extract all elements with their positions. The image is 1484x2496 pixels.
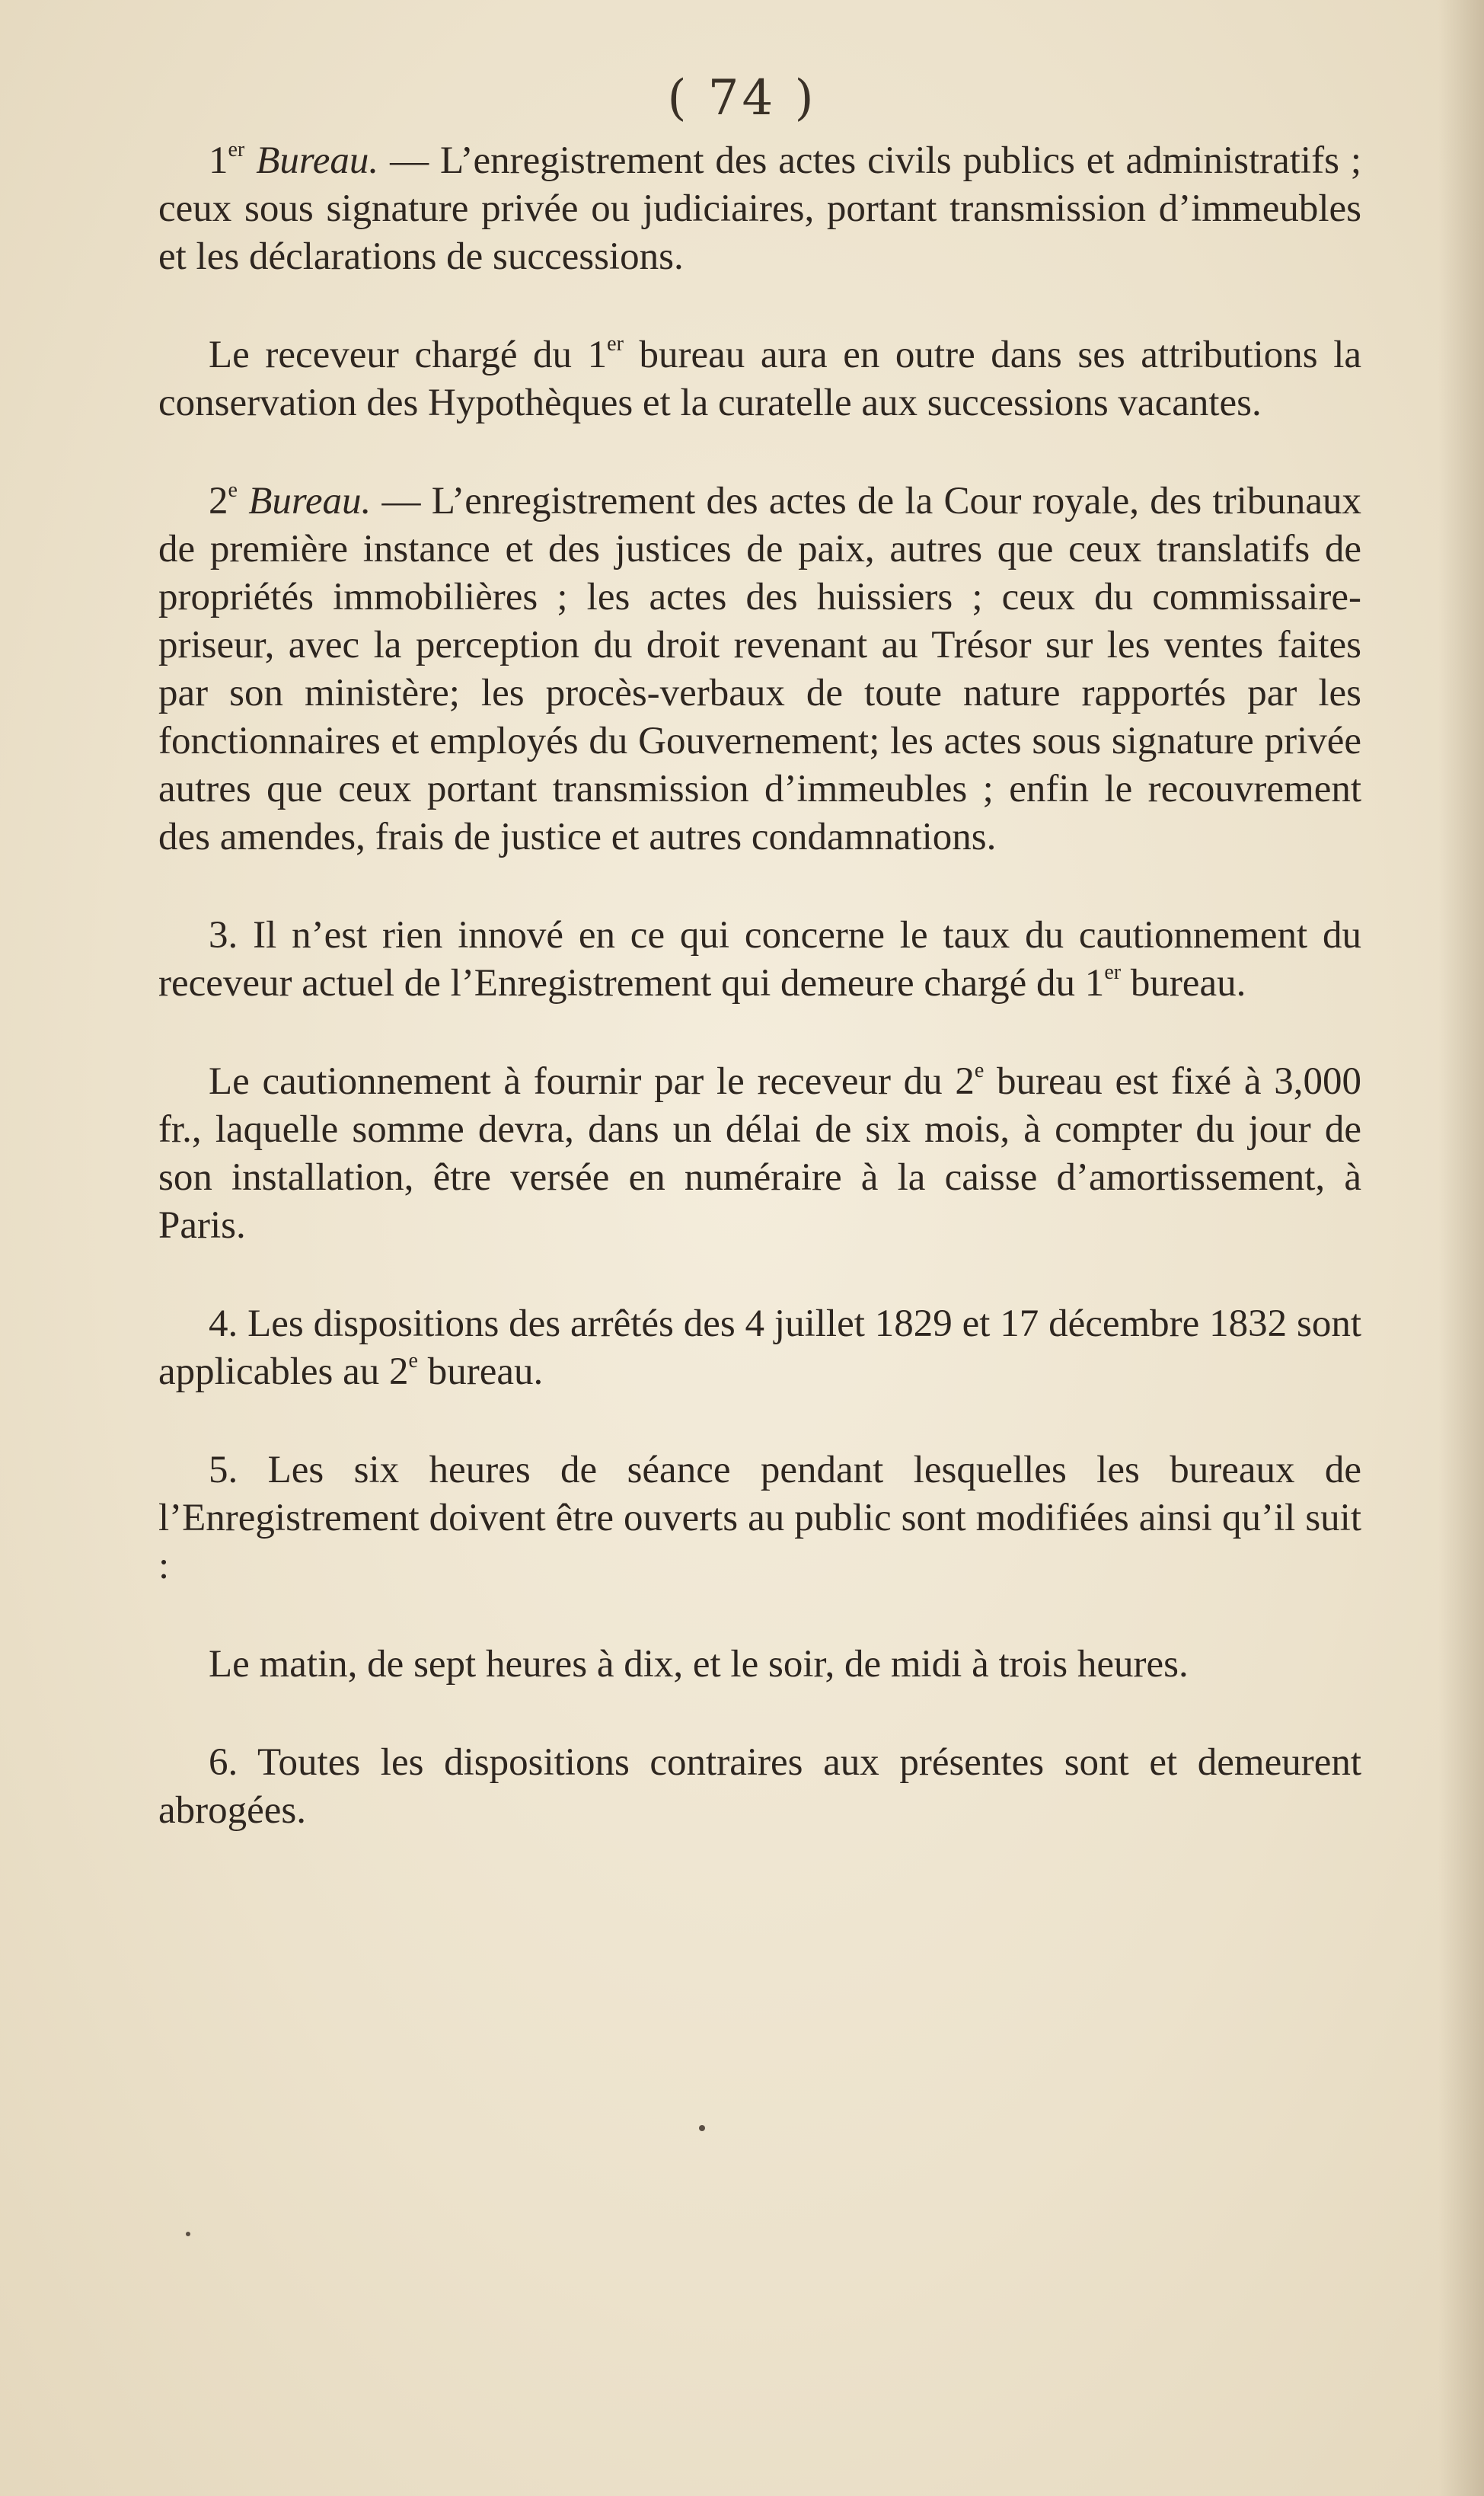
text-run: Le receveur chargé du 1 [209, 334, 608, 376]
text-run: 1 [209, 139, 228, 182]
text-run: 5. Les six heures de séance pendant lesquelles les bureaux de l’Enregistrement doivent être ouverts au public sont modifiées ainsi qu’il suit : [158, 1449, 1361, 1587]
page-edge-shadow [1438, 0, 1484, 2496]
text-run: bureau. [1121, 962, 1246, 1005]
text-run: 6. Toutes les dispositions contraires aux présentes sont et demeurent abrogées. [158, 1741, 1361, 1832]
page-number: ( 74 ) [667, 70, 817, 126]
text-run: Le cautionnement à fournir par le receveur du 2 [209, 1060, 975, 1103]
text-run: bureau est fixé à 3,000 fr., laquelle somme devra, dans un délai de six mois, à compter du jour de son installation, être versée en numéraire à la caisse d’amortissement, à Paris. [158, 1060, 1361, 1247]
superscript: er [228, 138, 245, 161]
text-run [244, 139, 256, 182]
paragraph-article-4 [158, 1300, 1361, 1396]
text-run [238, 480, 248, 523]
text-run: bureau aura en outre dans ses attributions la conservation des Hypothèques et la curatelle aux successions vacantes. [158, 334, 1361, 424]
superscript: e [974, 1059, 985, 1082]
paragraph-bureau-2 [158, 478, 1361, 861]
paragraph-article-3 [158, 912, 1361, 1008]
text-run: 3. Il n’est rien innové en ce qui concerne le taux du cautionnement du receveur actuel de l’Enregistrement qui demeure chargé du 1 [158, 914, 1361, 1005]
italic-heading: Bureau. [256, 139, 379, 182]
text-run: bureau. [417, 1350, 544, 1393]
ink-speck [186, 2232, 190, 2236]
paragraph-receveur-1 [158, 331, 1361, 427]
superscript: er [607, 332, 624, 356]
italic-heading: Bureau. [248, 480, 372, 523]
superscript: er [1104, 960, 1122, 984]
ink-speck [699, 2125, 705, 2131]
text-run: — L’enregistrement des actes civils publics et administratifs ; ceux sous signature privée ou judiciaires, portant transmission d’immeubles et les déclarations de successions. [158, 139, 1362, 278]
text-run: 2 [209, 480, 228, 523]
text-run: 4. Les dispositions des arrêtés des 4 juillet 1829 et 17 décembre 1832 sont applicables au 2 [158, 1302, 1361, 1393]
paragraph-horaires [158, 1641, 1361, 1689]
paragraph-bureau-1 [158, 137, 1361, 281]
page-body [158, 137, 1361, 1885]
text-run: Le matin, de sept heures à dix, et le soir, de midi à trois heures. [209, 1643, 1189, 1686]
text-run: — L’enregistrement des actes de la Cour royale, des tribunaux de première instance et des justices de paix, autres que ceux translatifs de propriétés immobilières ; les actes des huissiers ; ceux du commissaire-priseur, avec la perception du droit revenant au Trésor sur les ventes faites par son ministère; les procès-verbaux de toute nature rapportés par les fonctionnaires et employés du Gouvernement; les actes sous signature privée autres que ceux portant transmission d’immeubles ; enfin le recouvrement des amendes, frais de justice et autres condamnations. [158, 480, 1361, 858]
superscript: e [228, 478, 238, 502]
paragraph-article-6 [158, 1739, 1361, 1835]
paragraph-article-5 [158, 1446, 1361, 1590]
superscript: e [408, 1349, 418, 1373]
paragraph-cautionnement [158, 1058, 1361, 1250]
